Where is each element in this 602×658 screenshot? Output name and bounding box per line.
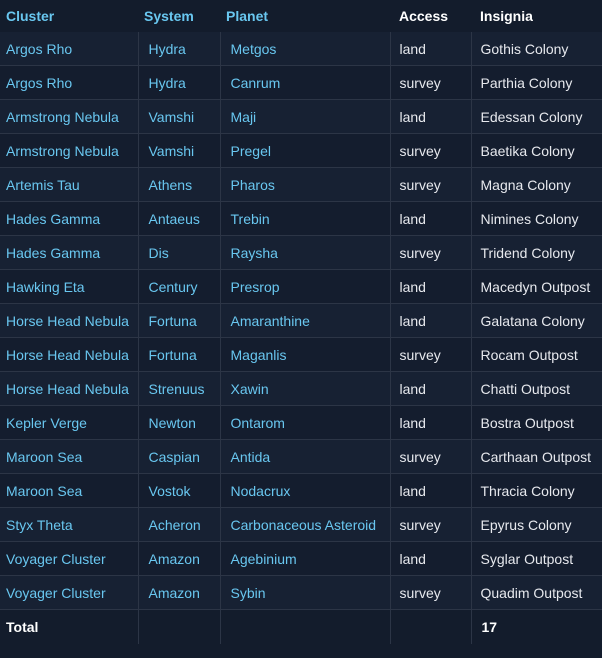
cell-insignia: Chatti Outpost — [471, 372, 602, 406]
cell-access: land — [390, 304, 471, 338]
total-empty-cell — [138, 610, 220, 645]
cell-access: land — [390, 32, 471, 66]
cell-insignia: Syglar Outpost — [471, 542, 602, 576]
cell-planet[interactable]: Maji — [220, 100, 390, 134]
cell-system[interactable]: Acheron — [138, 508, 220, 542]
table-row — [0, 474, 602, 508]
cell-insignia: Bostra Outpost — [471, 406, 602, 440]
table-row — [0, 270, 602, 304]
table-row — [0, 236, 602, 270]
cell-access: survey — [390, 236, 471, 270]
cell-system[interactable]: Vamshi — [138, 100, 220, 134]
cell-system[interactable]: Dis — [138, 236, 220, 270]
table-row — [0, 66, 602, 100]
column-header-access[interactable]: Access — [390, 0, 471, 32]
cell-access: land — [390, 100, 471, 134]
cell-access: land — [390, 406, 471, 440]
cell-cluster[interactable]: Maroon Sea — [0, 440, 138, 474]
total-count: 17 — [471, 610, 602, 645]
cell-planet[interactable]: Xawin — [220, 372, 390, 406]
cell-planet[interactable]: Presrop — [220, 270, 390, 304]
cell-access: land — [390, 270, 471, 304]
cell-insignia: Rocam Outpost — [471, 338, 602, 372]
cell-cluster[interactable]: Horse Head Nebula — [0, 304, 138, 338]
cell-planet[interactable]: Ontarom — [220, 406, 390, 440]
table-row — [0, 338, 602, 372]
total-row — [0, 610, 602, 645]
cell-cluster[interactable]: Hawking Eta — [0, 270, 138, 304]
cell-cluster[interactable]: Artemis Tau — [0, 168, 138, 202]
cell-cluster[interactable]: Hades Gamma — [0, 202, 138, 236]
column-header-planet[interactable]: Planet — [220, 0, 390, 32]
cell-cluster[interactable]: Kepler Verge — [0, 406, 138, 440]
total-empty-cell — [390, 610, 471, 645]
cell-insignia: Macedyn Outpost — [471, 270, 602, 304]
cell-cluster[interactable]: Argos Rho — [0, 66, 138, 100]
cell-planet[interactable]: Pharos — [220, 168, 390, 202]
header-row — [0, 0, 602, 32]
cell-system[interactable]: Amazon — [138, 542, 220, 576]
table-row — [0, 542, 602, 576]
table-row — [0, 508, 602, 542]
cell-planet[interactable]: Raysha — [220, 236, 390, 270]
table-row — [0, 372, 602, 406]
cell-insignia: Edessan Colony — [471, 100, 602, 134]
cell-system[interactable]: Strenuus — [138, 372, 220, 406]
cell-cluster[interactable]: Argos Rho — [0, 32, 138, 66]
cell-access: survey — [390, 338, 471, 372]
cell-planet[interactable]: Agebinium — [220, 542, 390, 576]
table-row — [0, 576, 602, 610]
cell-access: land — [390, 202, 471, 236]
cell-system[interactable]: Antaeus — [138, 202, 220, 236]
cell-cluster[interactable]: Voyager Cluster — [0, 542, 138, 576]
cell-planet[interactable]: Trebin — [220, 202, 390, 236]
cell-system[interactable]: Athens — [138, 168, 220, 202]
cell-system[interactable]: Fortuna — [138, 304, 220, 338]
cell-cluster[interactable]: Armstrong Nebula — [0, 100, 138, 134]
table-row — [0, 168, 602, 202]
column-header-cluster[interactable]: Cluster — [0, 0, 138, 32]
table-row — [0, 440, 602, 474]
cell-insignia: Carthaan Outpost — [471, 440, 602, 474]
cell-insignia: Parthia Colony — [471, 66, 602, 100]
cell-system[interactable]: Hydra — [138, 32, 220, 66]
cell-insignia: Epyrus Colony — [471, 508, 602, 542]
cell-cluster[interactable]: Voyager Cluster — [0, 576, 138, 610]
cell-access: land — [390, 372, 471, 406]
cell-cluster[interactable]: Styx Theta — [0, 508, 138, 542]
cell-system[interactable]: Vamshi — [138, 134, 220, 168]
cell-planet[interactable]: Canrum — [220, 66, 390, 100]
cell-cluster[interactable]: Maroon Sea — [0, 474, 138, 508]
table-row — [0, 100, 602, 134]
cell-cluster[interactable]: Horse Head Nebula — [0, 372, 138, 406]
table-body — [0, 32, 602, 610]
cell-insignia: Gothis Colony — [471, 32, 602, 66]
cell-planet[interactable]: Carbonaceous Asteroid — [220, 508, 390, 542]
cell-access: survey — [390, 134, 471, 168]
cell-system[interactable]: Fortuna — [138, 338, 220, 372]
cell-system[interactable]: Newton — [138, 406, 220, 440]
table-row — [0, 32, 602, 66]
cell-insignia: Quadim Outpost — [471, 576, 602, 610]
cell-access: survey — [390, 168, 471, 202]
cell-access: land — [390, 474, 471, 508]
cell-access: survey — [390, 576, 471, 610]
cell-insignia: Magna Colony — [471, 168, 602, 202]
cell-planet[interactable]: Sybin — [220, 576, 390, 610]
column-header-system[interactable]: System — [138, 0, 220, 32]
cell-planet[interactable]: Pregel — [220, 134, 390, 168]
table-row — [0, 304, 602, 338]
table-header — [0, 0, 602, 32]
table-row — [0, 406, 602, 440]
cell-cluster[interactable]: Armstrong Nebula — [0, 134, 138, 168]
total-empty-cell — [220, 610, 390, 645]
cell-system[interactable]: Century — [138, 270, 220, 304]
cell-system[interactable]: Amazon — [138, 576, 220, 610]
table-footer — [0, 610, 602, 645]
cell-planet[interactable]: Maganlis — [220, 338, 390, 372]
cell-insignia: Tridend Colony — [471, 236, 602, 270]
cell-access: survey — [390, 66, 471, 100]
column-header-insignia[interactable]: Insignia — [471, 0, 602, 32]
cell-planet[interactable]: Nodacrux — [220, 474, 390, 508]
total-label: Total — [0, 610, 138, 645]
cell-planet[interactable]: Metgos — [220, 32, 390, 66]
table-row — [0, 134, 602, 168]
cell-cluster[interactable]: Horse Head Nebula — [0, 338, 138, 372]
table-row — [0, 202, 602, 236]
cell-cluster[interactable]: Hades Gamma — [0, 236, 138, 270]
cell-system[interactable]: Hydra — [138, 66, 220, 100]
cell-planet[interactable]: Amaranthine — [220, 304, 390, 338]
cell-insignia: Thracia Colony — [471, 474, 602, 508]
cell-insignia: Galatana Colony — [471, 304, 602, 338]
cell-access: survey — [390, 440, 471, 474]
cell-system[interactable]: Vostok — [138, 474, 220, 508]
cell-access: survey — [390, 508, 471, 542]
cell-insignia: Baetika Colony — [471, 134, 602, 168]
cell-system[interactable]: Caspian — [138, 440, 220, 474]
cell-planet[interactable]: Antida — [220, 440, 390, 474]
cell-insignia: Nimines Colony — [471, 202, 602, 236]
cell-access: land — [390, 542, 471, 576]
